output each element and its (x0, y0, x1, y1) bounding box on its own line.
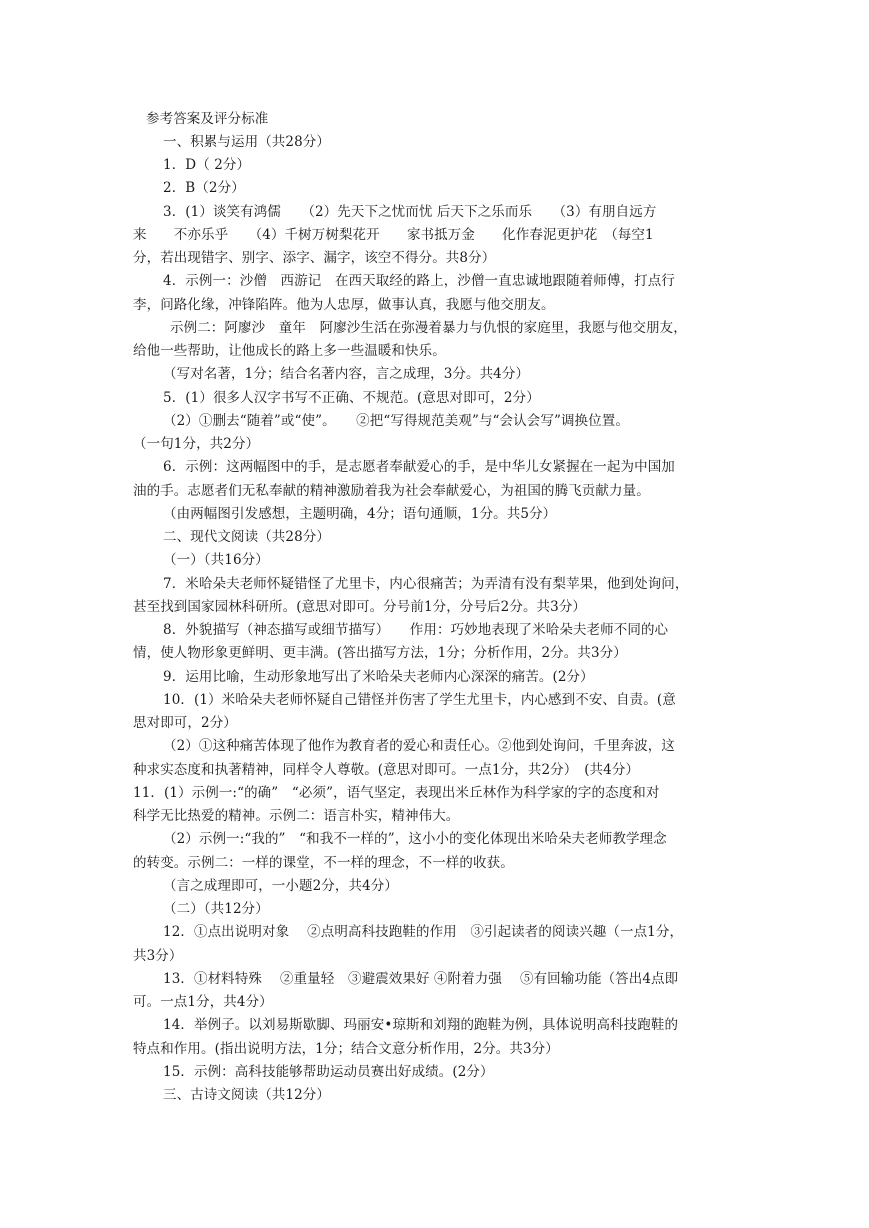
answer-line: 情，使人物形象更鲜明、更丰满。(答出描写方法，1分；分析作用，2分。共3分） (133, 645, 627, 661)
answer-line: 共3分） (133, 948, 183, 964)
answer-line: 特点和作用。(指出说明方法，1分；结合文意分析作用，2分。共3分） (133, 1041, 559, 1057)
answer-line: 种求实态度和执著精神，同样令人尊敬。(意思对即可。一点1分，共2分） (共4分） (133, 762, 640, 778)
answer-line: 11．(1）示例一:“的确” “必须”，语气坚定，表现出米丘林作为科学家的字的态度和对 (133, 785, 660, 801)
answer-line: 2．B（2分） (163, 180, 245, 196)
answer-line: 可。一点1分，共4分） (133, 994, 273, 1010)
section-heading: 三、古诗文阅读（共12分） (163, 1087, 330, 1103)
answer-line: 给他一些帮助，让他成长的路上多一些温暖和快乐。 (133, 343, 446, 359)
answer-line: 7．米哈朵夫老师怀疑错怪了尤里卡，内心很痛苦；为弄清有没有梨苹果，他到处询问， (163, 576, 689, 592)
answer-line: 示例二：阿廖沙 童年 阿廖沙生活在弥漫着暴力与仇恨的家庭里，我愿与他交朋友， (170, 320, 687, 336)
answer-line: 来 不亦乐乎 （4）千树万树梨花开 家书抵万金 化作春泥更护花 （每空1 (133, 227, 654, 243)
answer-line: 12．①点出说明对象 ②点明高科技跑鞋的作用 ③引起读者的阅读兴趣（一点1分， (163, 924, 684, 940)
scoring-note: （由两幅图引发感想，主题明确，4分；语句通顺，1分。共5分） (163, 506, 557, 522)
subsection-heading: （一）（共16分） (163, 552, 269, 568)
doc-title: 参考答案及评分标准 (146, 111, 269, 127)
answer-line: 13．①材料特殊 ②重量轻 ③避震效果好 ④附着力强 ⑤有回输功能（答出4点即 (163, 971, 679, 987)
answer-line: 4．示例一：沙僧 西游记 在西天取经的路上，沙僧一直忠诚地跟随着师傅，打点行 (163, 273, 675, 289)
subsection-heading: （二）（共12分） (163, 901, 269, 917)
section-heading: 二、现代文阅读（共28分） (163, 529, 330, 545)
answer-line: 15．示例：高科技能够帮助运动员赛出好成绩。(2分） (163, 1064, 494, 1080)
answer-line: 14．举例子。以刘易斯歇脚、玛丽安•琼斯和刘翔的跑鞋为例，具体说明高科技跑鞋的 (163, 1017, 679, 1033)
answer-line: 8．外貌描写（神态描写或细节描写） 作用：巧妙地表现了米哈朵夫老师不同的心 (163, 622, 669, 638)
answer-line: 1．D（ 2分） (163, 157, 251, 173)
answer-line: 9．运用比喻，生动形象地写出了米哈朵夫老师内心深深的痛苦。(2分） (163, 669, 594, 685)
answer-line: 5．(1）很多人汉字书写不正确、不规范。(意思对即可，2分） (163, 390, 540, 406)
answer-line: 思对即可，2分） (133, 715, 237, 731)
answer-line: （2）①这种痛苦体现了他作为教育者的爱心和责任心。②他到处询问，千里奔波，这 (163, 738, 675, 754)
answer-line: 甚至找到国家园林科研所。(意思对即可。分号前1分，分号后2分。共3分） (133, 599, 587, 615)
answer-line: 科学无比热爱的精神。示例二：语言朴实，精神伟大。 (133, 808, 460, 824)
scoring-note: （言之成理即可，一小题2分，共4分） (163, 878, 398, 894)
answer-line: 分，若出现错字、别字、添字、漏字，该空不得分。共8分） (133, 250, 496, 266)
answer-line: 10．(1）米哈朵夫老师怀疑自己错怪并伤害了学生尤里卡，内心感到不安、自责。(意 (163, 692, 676, 708)
answer-line: （2）①删去“随着”或“使”。 ②把“写得规范美观”与“会认会写”调换位置。 (163, 413, 629, 429)
section-heading: 一、积累与运用（共28分） (163, 134, 330, 150)
scoring-note: （一句1分，共2分） (133, 436, 260, 452)
answer-line: 3．(1）谈笑有鸿儒 （2）先天下之忧而忧 后天下之乐而乐 （3）有朋自远方 (163, 204, 657, 220)
answer-line: （2）示例一:“我的” “和我不一样的”，这小小的变化体现出米哈朵夫老师教学理念 (163, 831, 667, 847)
scoring-note: （写对名著，1分；结合名著内容，言之成理，3分。共4分） (163, 366, 530, 382)
answer-line: 6．示例：这两幅图中的手，是志愿者奉献爱心的手，是中华儿女紧握在一起为中国加 (163, 459, 675, 475)
answer-line: 油的手。志愿者们无私奉献的精神激励着我为社会奉献爱心，为祖国的腾飞贡献力量。 (133, 483, 650, 499)
answer-line: 李，问路化缘，冲锋陷阵。他为人忠厚，做事认真，我愿与他交朋友。 (133, 297, 555, 313)
answer-line: 的转变。示例二：一样的课堂，不一样的理念，不一样的收获。 (133, 855, 514, 871)
